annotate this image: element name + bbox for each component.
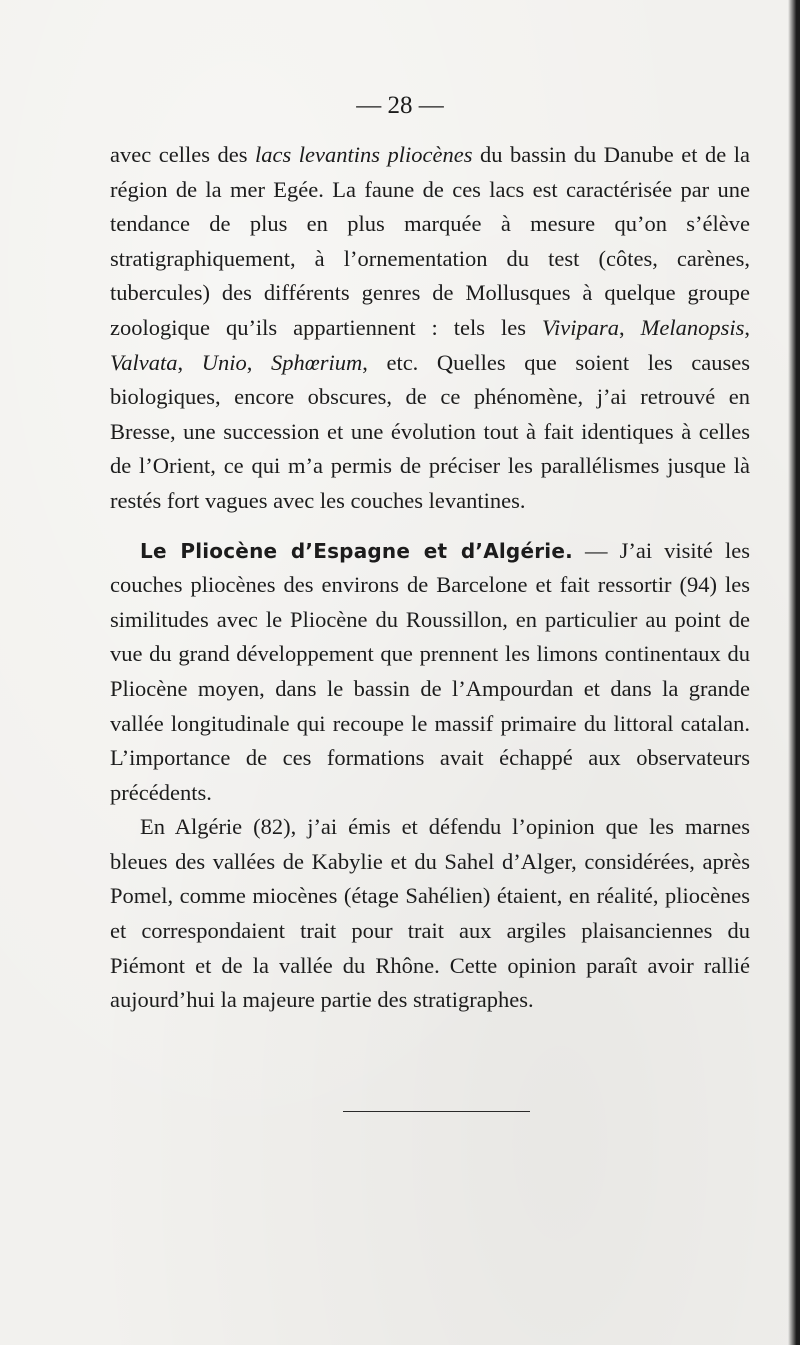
text-span: ,	[744, 314, 750, 340]
genus-name: Sphœrium	[270, 349, 363, 375]
text-span: ,	[177, 349, 202, 375]
end-rule	[343, 1111, 530, 1112]
text-span: , etc. Quelles que soient les causes biologiques, encore obscures, de ce phénomène, j’ai retrouvé en Bresse, une succession et une évolution tout à fait identiques à celles de l’Orient, ce qui m’a permis de préciser les parallélismes jusque là restés fort vagues avec les couches levantines.	[110, 349, 751, 513]
italic-term: lacs levantins pliocènes	[254, 142, 473, 167]
paragraph-algerie	[110, 810, 750, 1018]
text-span: ,	[619, 314, 641, 340]
paragraph-lacs-levantins	[110, 138, 750, 519]
text-span: ,	[246, 349, 271, 375]
page-edge-shadow	[788, 0, 800, 1345]
genus-name: Melanopsis	[640, 314, 745, 340]
text-span: du bassin du Danube et de la région de la mer Egée. La faune de ces lacs est caractérisée par une tendance de plus en plus marquée à mesure qu’on s’élève stratigraphiquement, à l’ornementation du test (côtes, carènes, tubercules) des différents genres de Mollusques à quelque groupe zoologique qu’ils appartiennent : tels les	[110, 142, 750, 340]
section-heading: Le Pliocène d’Espagne et d’Algérie.	[140, 538, 573, 563]
paragraph-pliocene-espagne	[110, 534, 750, 811]
text-span: avec celles des	[110, 142, 255, 167]
genus-name: Unio	[201, 349, 247, 375]
page-number: — 28 —	[356, 92, 444, 119]
text-span: — J’ai visité les couches pliocènes des environs de Barcelone et fait ressortir (94) les similitudes avec le Pliocène du Roussillon, en particulier au point de vue du grand développement que prennent les limons continentaux du Pliocène moyen, dans le bassin de l’Ampourdan et dans la grande vallée longitudinale qui recoupe le massif primaire du littoral catalan. L’importance de ces formations avait échappé aux observateurs précédents.	[110, 537, 750, 805]
text-span: En Algérie (82), j’ai émis et défendu l’opinion que les marnes bleues des vallées de Kabylie et du Sahel d’Alger, considérées, après Pomel, comme miocènes (étage Sahélien) étaient, en réalité, pliocènes et correspondaient trait pour trait aux argiles plaisanciennes du Piémont et de la vallée du Rhône. Cette opinion paraît avoir rallié aujourd’hui la majeure partie des stratigraphes.	[110, 814, 750, 1013]
body-text	[110, 138, 750, 1018]
genus-name: Vivipara	[541, 314, 620, 340]
genus-name: Valvata	[110, 349, 178, 375]
